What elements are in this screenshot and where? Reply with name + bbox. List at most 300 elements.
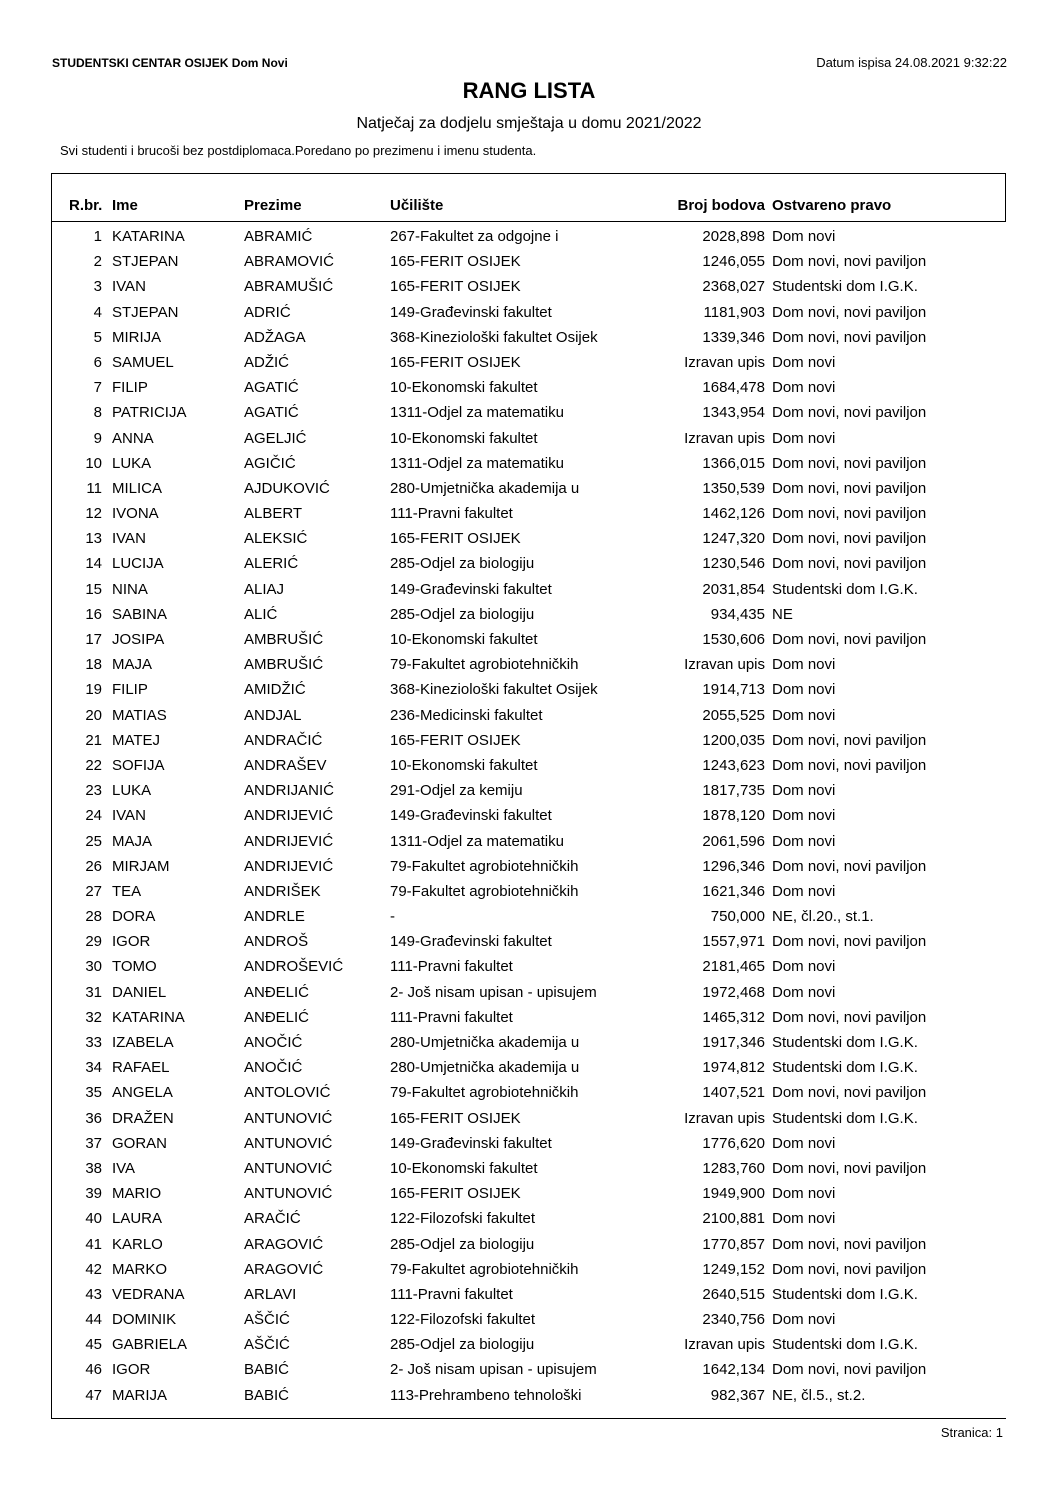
cell-rbr: 34 [85, 1059, 102, 1077]
cell-prezime: ADRIĆ [244, 303, 291, 321]
cell-uciliste: 285-Odjel za biologiju [390, 1336, 535, 1354]
cell-ime: JOSIPA [112, 631, 165, 648]
cell-prezime: AMBRUŠIĆ [244, 631, 324, 648]
table-row [0, 478, 1058, 503]
table-row [0, 528, 1058, 553]
cell-ime: MILICA [112, 479, 163, 497]
cell-uciliste: 111-Pravni fakultet [390, 958, 513, 976]
cell-uciliste: 113-Prehrambeno tehnološki [390, 1386, 582, 1404]
cell-pravo: Dom novi [772, 1134, 836, 1152]
cell-prezime: AŠČIĆ [244, 1311, 290, 1329]
cell-uciliste: 149-Građevinski fakultet [390, 303, 552, 321]
cell-pravo: Dom novi, novi paviljon [772, 1159, 927, 1177]
cell-rbr: 23 [85, 782, 102, 800]
cell-rbr: 37 [85, 1134, 102, 1152]
cell-ime: IVA [112, 1159, 136, 1177]
cell-ime: STJEPAN [112, 303, 179, 321]
cell-prezime: ANTUNOVIĆ [244, 1134, 333, 1152]
cell-rbr: 27 [85, 882, 102, 900]
cell-ime: SOFIJA [112, 756, 165, 774]
cell-ime: MIRIJA [112, 328, 162, 346]
cell-prezime: ANDROŠEVIĆ [244, 958, 344, 976]
cell-uciliste: 10-Ekonomski fakultet [390, 1159, 538, 1177]
cell-bodovi: 1246,055 [702, 253, 765, 271]
cell-uciliste: 280-Umjetnička akademija u [390, 1034, 580, 1051]
cell-uciliste: 111-Pravni fakultet [390, 1008, 513, 1026]
cell-ime: IGOR [112, 1361, 151, 1379]
cell-pravo: Studentski dom I.G.K. [772, 580, 918, 598]
cell-uciliste: 79-Fakultet agrobiotehničkih [390, 1260, 579, 1278]
cell-pravo: Dom novi, novi paviljon [772, 933, 927, 951]
cell-uciliste: 79-Fakultet agrobiotehničkih [390, 882, 579, 900]
cell-prezime: ABRAMOVIĆ [244, 253, 335, 271]
table-row [0, 1032, 1058, 1057]
cell-bodovi: 2031,854 [702, 580, 765, 598]
cell-ime: FILIP [112, 379, 148, 397]
cell-uciliste: 285-Odjel za biologiju [390, 555, 535, 573]
cell-bodovi: 1339,346 [702, 328, 765, 346]
organization-name: STUDENTSKI CENTAR OSIJEK Dom Novi [52, 56, 288, 70]
cell-pravo: Dom novi, novi paviljon [772, 857, 927, 875]
cell-bodovi: 2055,525 [702, 706, 765, 724]
cell-bodovi: 1684,478 [702, 379, 765, 397]
cell-pravo: NE, čl.5., st.2. [772, 1386, 866, 1404]
cell-prezime: ARAČIĆ [244, 1210, 301, 1228]
table-row [0, 982, 1058, 1007]
table-row [0, 906, 1058, 931]
cell-rbr: 32 [85, 1008, 102, 1026]
table-row [0, 679, 1058, 704]
cell-bodovi: 1249,152 [702, 1260, 765, 1278]
cell-pravo: Dom novi, novi paviljon [772, 1084, 927, 1102]
cell-ime: LUKA [112, 454, 152, 472]
cell-bodovi: 1247,320 [702, 530, 765, 548]
table-row [0, 428, 1058, 453]
table-row [0, 377, 1058, 402]
cell-uciliste: 10-Ekonomski fakultet [390, 379, 538, 397]
cell-pravo: Dom novi [772, 681, 836, 699]
table-row [0, 276, 1058, 301]
cell-rbr: 43 [85, 1285, 102, 1303]
cell-rbr: 33 [85, 1034, 102, 1051]
column-header-pravo: Ostvareno pravo [772, 197, 892, 214]
table-row [0, 805, 1058, 830]
cell-prezime: ANTUNOVIĆ [244, 1185, 333, 1203]
cell-bodovi: 2100,881 [702, 1210, 765, 1228]
cell-prezime: ANDRAČIĆ [244, 731, 323, 749]
cell-ime: TEA [112, 882, 142, 900]
cell-prezime: ALBERT [244, 505, 303, 523]
cell-rbr: 6 [93, 353, 102, 371]
cell-pravo: Dom novi [772, 832, 836, 850]
document-title: RANG LISTA [462, 78, 596, 103]
cell-ime: IVAN [112, 278, 146, 296]
cell-pravo: Dom novi [772, 353, 836, 371]
cell-ime: MARIO [112, 1185, 162, 1203]
table-row [0, 579, 1058, 604]
cell-bodovi: 1530,606 [702, 631, 765, 648]
cell-pravo: Dom novi [772, 656, 836, 674]
sorting-note: Svi studenti i brucoši bez postdiplomaca.Poredano po prezimenu i imenu studenta. [60, 143, 537, 158]
cell-pravo: Dom novi [772, 958, 836, 976]
cell-rbr: 38 [85, 1159, 102, 1177]
table-row [0, 730, 1058, 755]
table-row [0, 327, 1058, 352]
cell-uciliste: 165-FERIT OSIJEK [390, 530, 521, 548]
cell-ime: DOMINIK [112, 1311, 177, 1329]
cell-ime: MARKO [112, 1260, 168, 1278]
cell-prezime: ANOČIĆ [244, 1059, 303, 1077]
table-row [0, 1133, 1058, 1158]
cell-prezime: ALIAJ [244, 580, 285, 598]
cell-prezime: ANDJAL [244, 706, 302, 724]
cell-rbr: 13 [85, 530, 102, 548]
cell-pravo: Dom novi, novi paviljon [772, 328, 927, 346]
cell-ime: IGOR [112, 933, 151, 951]
cell-rbr: 4 [93, 303, 102, 321]
cell-bodovi: 1181,903 [703, 303, 765, 321]
table-row [0, 1108, 1058, 1133]
cell-prezime: AGIČIĆ [244, 454, 296, 472]
table-row [0, 856, 1058, 881]
cell-pravo: Dom novi, novi paviljon [772, 1260, 927, 1278]
column-header-bodovi: Broj bodova [677, 197, 765, 214]
cell-uciliste: 111-Pravni fakultet [390, 505, 513, 523]
cell-pravo: Dom novi, novi paviljon [772, 1008, 927, 1026]
page-number: Stranica: 1 [940, 1425, 1003, 1440]
cell-rbr: 9 [93, 429, 102, 447]
table-row [0, 453, 1058, 478]
cell-bodovi: 1283,760 [702, 1159, 765, 1177]
ranking-table-body [0, 226, 1058, 1410]
table-row [0, 302, 1058, 327]
cell-pravo: Dom novi, novi paviljon [772, 756, 927, 774]
cell-ime: MAJA [112, 832, 153, 850]
cell-rbr: 21 [85, 731, 102, 749]
cell-ime: MAJA [112, 656, 153, 674]
cell-pravo: Dom novi, novi paviljon [772, 505, 927, 523]
cell-pravo: Dom novi, novi paviljon [772, 1361, 927, 1379]
table-row [0, 755, 1058, 780]
cell-bodovi: 1776,620 [702, 1134, 765, 1152]
cell-prezime: BABIĆ [244, 1386, 290, 1404]
cell-rbr: 47 [85, 1386, 102, 1404]
cell-pravo: Dom novi, novi paviljon [772, 555, 927, 573]
cell-rbr: 11 [86, 479, 102, 497]
cell-uciliste: 2- Još nisam upisan - upisujem [390, 1361, 597, 1379]
cell-prezime: ANDRIŠEK [244, 882, 321, 900]
table-row [0, 956, 1058, 981]
cell-uciliste: 165-FERIT OSIJEK [390, 1109, 521, 1127]
cell-prezime: ALEKSIĆ [244, 530, 308, 548]
cell-bodovi: 1462,126 [702, 505, 765, 523]
cell-uciliste: - [390, 908, 395, 926]
cell-bodovi: 934,435 [710, 605, 765, 623]
table-row [0, 1208, 1058, 1233]
table-row [0, 1234, 1058, 1259]
table-row [0, 352, 1058, 377]
cell-bodovi: 1407,521 [702, 1084, 765, 1102]
cell-bodovi: 2028,898 [702, 228, 765, 245]
cell-rbr: 7 [93, 379, 102, 397]
column-header-ime: Ime [112, 197, 138, 214]
cell-pravo: Studentski dom I.G.K. [772, 1336, 918, 1354]
cell-prezime: ANDRIJEVIĆ [244, 832, 334, 850]
table-row [0, 1057, 1058, 1082]
cell-rbr: 1 [93, 228, 102, 245]
cell-pravo: Dom novi, novi paviljon [772, 303, 927, 321]
cell-ime: DORA [112, 908, 156, 926]
cell-pravo: Dom novi [772, 1185, 836, 1203]
cell-bodovi: 1200,035 [702, 731, 765, 749]
cell-ime: IVAN [112, 807, 146, 825]
cell-prezime: ARLAVI [244, 1285, 297, 1303]
cell-pravo: Dom novi [772, 1311, 836, 1329]
cell-prezime: ANTUNOVIĆ [244, 1109, 333, 1127]
table-row [0, 226, 1058, 251]
cell-ime: DANIEL [112, 983, 167, 1001]
table-row [0, 1359, 1058, 1384]
cell-pravo: Studentski dom I.G.K. [772, 1109, 918, 1127]
cell-pravo: Dom novi, novi paviljon [772, 253, 927, 271]
cell-rbr: 14 [85, 555, 102, 573]
cell-uciliste: 149-Građevinski fakultet [390, 1134, 552, 1152]
cell-prezime: ALERIĆ [244, 555, 299, 573]
cell-ime: SABINA [112, 605, 168, 623]
cell-rbr: 5 [93, 328, 102, 346]
cell-pravo: Dom novi, novi paviljon [772, 731, 927, 749]
cell-ime: LUKA [112, 782, 152, 800]
cell-uciliste: 165-FERIT OSIJEK [390, 253, 521, 271]
cell-uciliste: 267-Fakultet za odgojne i [390, 228, 559, 245]
cell-bodovi: 2061,596 [702, 832, 765, 850]
cell-pravo: Dom novi [772, 882, 836, 900]
cell-pravo: Dom novi [772, 706, 836, 724]
cell-rbr: 15 [85, 580, 102, 598]
cell-rbr: 39 [85, 1185, 102, 1203]
cell-pravo: Studentski dom I.G.K. [772, 1285, 918, 1303]
cell-uciliste: 79-Fakultet agrobiotehničkih [390, 857, 579, 875]
table-row [0, 1082, 1058, 1107]
cell-bodovi: 750,000 [710, 908, 765, 926]
table-row [0, 881, 1058, 906]
cell-rbr: 46 [85, 1361, 102, 1379]
cell-uciliste: 368-Kineziološki fakultet Osijek [390, 328, 598, 346]
cell-bodovi: 1878,120 [702, 807, 765, 825]
cell-ime: RAFAEL [112, 1059, 170, 1077]
cell-pravo: Dom novi [772, 228, 836, 245]
cell-prezime: AJDUKOVIĆ [244, 479, 330, 497]
cell-pravo: Dom novi [772, 807, 836, 825]
table-bottom-border [51, 1418, 1006, 1419]
document-subtitle: Natječaj za dodjelu smještaja u domu 2021/2022 [356, 115, 702, 132]
table-row [0, 780, 1058, 805]
cell-ime: FILIP [112, 681, 148, 699]
cell-pravo: Dom novi, novi paviljon [772, 404, 927, 422]
cell-ime: ANNA [112, 429, 154, 447]
cell-rbr: 22 [85, 756, 102, 774]
cell-rbr: 42 [85, 1260, 102, 1278]
cell-uciliste: 79-Fakultet agrobiotehničkih [390, 656, 579, 674]
cell-bodovi: Izravan upis [684, 429, 765, 447]
cell-ime: KATARINA [112, 228, 185, 245]
cell-bodovi: 1642,134 [702, 1361, 765, 1379]
cell-ime: IVONA [112, 505, 159, 523]
cell-prezime: ANDRIJEVIĆ [244, 807, 334, 825]
column-header-rbr: R.br. [69, 197, 103, 214]
table-row [0, 1183, 1058, 1208]
cell-bodovi: 1350,539 [702, 479, 765, 497]
table-row [0, 553, 1058, 578]
table-row [0, 1309, 1058, 1334]
cell-prezime: ANDRLE [244, 908, 305, 926]
cell-ime: NINA [112, 580, 148, 598]
cell-uciliste: 149-Građevinski fakultet [390, 933, 552, 951]
cell-rbr: 30 [85, 958, 102, 976]
cell-bodovi: 2340,756 [702, 1311, 765, 1329]
cell-rbr: 16 [85, 605, 102, 623]
cell-bodovi: 1557,971 [702, 933, 765, 951]
cell-rbr: 35 [85, 1084, 102, 1102]
cell-bodovi: 1230,546 [702, 555, 765, 573]
table-row [0, 629, 1058, 654]
cell-prezime: AMIDŽIĆ [244, 681, 306, 699]
cell-ime: IZABELA [112, 1034, 174, 1051]
cell-uciliste: 1311-Odjel za matematiku [390, 832, 564, 850]
cell-ime: KATARINA [112, 1008, 185, 1026]
cell-uciliste: 149-Građevinski fakultet [390, 580, 552, 598]
cell-pravo: NE, čl.20., st.1. [772, 908, 874, 926]
cell-prezime: ARAGOVIĆ [244, 1235, 324, 1253]
table-row [0, 503, 1058, 528]
column-header-uciliste: Učilište [390, 197, 444, 214]
table-row [0, 1007, 1058, 1032]
cell-uciliste: 1311-Odjel za matematiku [390, 454, 564, 472]
cell-uciliste: 10-Ekonomski fakultet [390, 756, 538, 774]
cell-rbr: 29 [85, 933, 102, 951]
cell-rbr: 25 [85, 832, 102, 850]
cell-pravo: Dom novi [772, 983, 836, 1001]
cell-rbr: 19 [85, 681, 102, 699]
cell-uciliste: 165-FERIT OSIJEK [390, 278, 521, 296]
cell-pravo: Dom novi [772, 1210, 836, 1228]
cell-uciliste: 2- Još nisam upisan - upisujem [390, 983, 597, 1001]
cell-bodovi: 1817,735 [702, 782, 765, 800]
cell-uciliste: 280-Umjetnička akademija u [390, 1059, 580, 1077]
cell-rbr: 26 [85, 857, 102, 875]
cell-rbr: 2 [93, 253, 102, 271]
cell-uciliste: 291-Odjel za kemiju [390, 782, 523, 800]
cell-bodovi: 1770,857 [702, 1235, 765, 1253]
cell-ime: DRAŽEN [112, 1109, 174, 1127]
cell-rbr: 8 [93, 404, 102, 422]
cell-rbr: 41 [85, 1235, 102, 1253]
cell-rbr: 28 [85, 908, 102, 926]
cell-ime: PATRICIJA [112, 404, 187, 422]
cell-bodovi: Izravan upis [684, 656, 765, 674]
cell-prezime: ANDRAŠEV [244, 756, 327, 774]
cell-pravo: NE [772, 605, 793, 623]
cell-uciliste: 236-Medicinski fakultet [390, 706, 543, 724]
cell-ime: LAURA [112, 1210, 163, 1228]
cell-uciliste: 165-FERIT OSIJEK [390, 1185, 521, 1203]
cell-uciliste: 122-Filozofski fakultet [390, 1210, 536, 1228]
cell-pravo: Dom novi [772, 379, 836, 397]
cell-uciliste: 149-Građevinski fakultet [390, 807, 552, 825]
table-row [0, 831, 1058, 856]
cell-bodovi: 1343,954 [702, 404, 765, 422]
cell-ime: ANGELA [112, 1084, 173, 1102]
table-row [0, 1284, 1058, 1309]
cell-uciliste: 165-FERIT OSIJEK [390, 731, 521, 749]
cell-bodovi: 1621,346 [702, 882, 765, 900]
cell-ime: GORAN [112, 1134, 168, 1152]
cell-bodovi: 1296,346 [702, 857, 765, 875]
cell-pravo: Dom novi, novi paviljon [772, 530, 927, 548]
table-row [0, 931, 1058, 956]
cell-rbr: 3 [93, 278, 102, 296]
cell-prezime: ANTOLOVIĆ [244, 1084, 331, 1102]
cell-prezime: ADŽIĆ [244, 353, 289, 371]
cell-uciliste: 122-Filozofski fakultet [390, 1311, 536, 1329]
cell-ime: KARLO [112, 1235, 163, 1253]
cell-ime: STJEPAN [112, 253, 179, 271]
cell-bodovi: 1917,346 [702, 1034, 765, 1051]
cell-prezime: AGATIĆ [244, 379, 299, 397]
table-row [0, 1385, 1058, 1410]
cell-prezime: ARAGOVIĆ [244, 1260, 324, 1278]
cell-prezime: ANDRIJEVIĆ [244, 857, 334, 875]
column-header-prezime: Prezime [244, 197, 302, 214]
cell-rbr: 40 [85, 1210, 102, 1228]
table-row [0, 1259, 1058, 1284]
cell-rbr: 17 [85, 631, 102, 648]
cell-uciliste: 10-Ekonomski fakultet [390, 429, 538, 447]
print-date: Datum ispisa 24.08.2021 9:32:22 [816, 55, 1007, 70]
cell-prezime: ANTUNOVIĆ [244, 1159, 333, 1177]
cell-ime: MATIAS [112, 706, 167, 724]
cell-bodovi: 2181,465 [702, 958, 765, 976]
cell-bodovi: 1914,713 [702, 681, 765, 699]
cell-ime: LUCIJA [112, 555, 164, 573]
cell-uciliste: 280-Umjetnička akademija u [390, 479, 580, 497]
cell-bodovi: 1974,812 [702, 1059, 765, 1077]
table-row [0, 654, 1058, 679]
cell-prezime: ANDRIJANIĆ [244, 782, 335, 800]
cell-ime: GABRIELA [112, 1336, 188, 1354]
cell-uciliste: 79-Fakultet agrobiotehničkih [390, 1084, 579, 1102]
table-row [0, 402, 1058, 427]
cell-prezime: ADŽAGA [244, 328, 306, 346]
cell-bodovi: 1366,015 [702, 454, 765, 472]
cell-pravo: Dom novi, novi paviljon [772, 1235, 927, 1253]
table-row [0, 251, 1058, 276]
cell-ime: VEDRANA [112, 1285, 185, 1303]
cell-prezime: ANĐELIĆ [244, 1008, 310, 1026]
cell-prezime: BABIĆ [244, 1361, 290, 1379]
cell-ime: TOMO [112, 958, 157, 976]
cell-rbr: 36 [85, 1109, 102, 1127]
cell-prezime: ANOČIĆ [244, 1034, 303, 1051]
cell-bodovi: 2368,027 [702, 278, 765, 296]
cell-prezime: ALIĆ [244, 605, 278, 623]
cell-bodovi: 982,367 [710, 1386, 765, 1404]
cell-bodovi: Izravan upis [684, 1336, 765, 1354]
cell-pravo: Studentski dom I.G.K. [772, 278, 918, 296]
cell-ime: MARIJA [112, 1386, 168, 1404]
table-row [0, 1158, 1058, 1183]
cell-bodovi: 1972,468 [702, 983, 765, 1001]
